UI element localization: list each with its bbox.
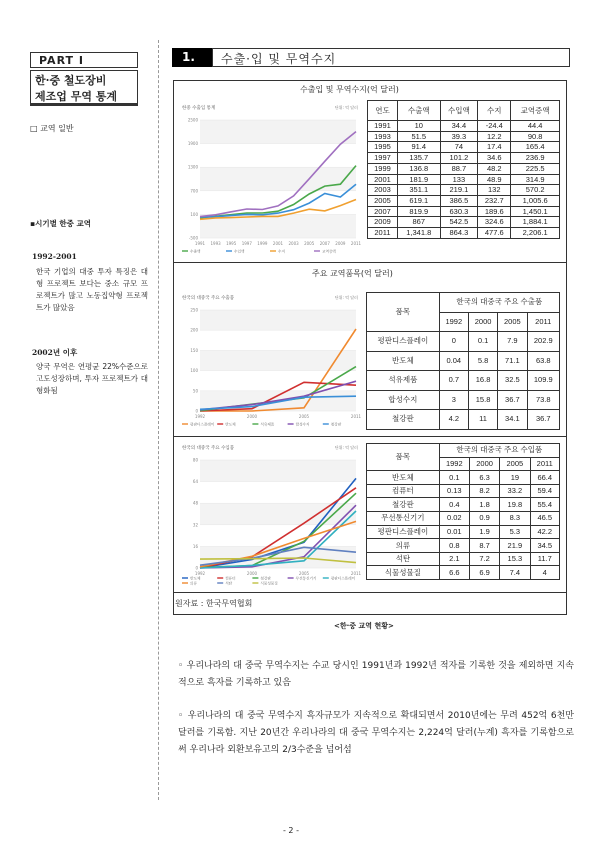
panel-divider	[173, 436, 567, 437]
table-cell: 0	[439, 332, 468, 352]
table-cell: 7.9	[498, 332, 527, 352]
legend-label: 교역증액	[322, 249, 336, 254]
table-cell: 1,005.6	[511, 195, 560, 206]
table-row	[367, 566, 560, 580]
legend-label: 철강판	[260, 576, 271, 581]
table-cell: 2003	[368, 185, 398, 196]
x-tick-label: 2001	[272, 241, 284, 246]
bullet-paragraph-1: ◦ 우리나라의 대 중국 무역수지는 수교 당시인 1991년과 1992년 적자를 기록한 것을 제외하면 지속적으로 흑자를 기록하고 있음	[178, 661, 574, 688]
table-cell: 867	[397, 217, 440, 228]
import-line-chart	[178, 440, 362, 590]
table-cell: 0.02	[439, 511, 469, 525]
table-cell: 2007	[368, 206, 398, 217]
toc-item: □ 교역 일반	[30, 124, 74, 133]
table-cell: 0.9	[469, 511, 499, 525]
table-cell: 36.7	[527, 410, 560, 430]
table-cell: 16.8	[468, 371, 497, 391]
table-cell: 619.1	[397, 195, 440, 206]
table-cell: 46.5	[530, 511, 560, 525]
table-cell: 34.5	[530, 539, 560, 553]
table-cell: 42.2	[530, 525, 560, 539]
table-row	[367, 332, 560, 352]
table-row	[368, 163, 560, 174]
chart-title: 한국의 대중국 주요 수출품	[182, 296, 235, 301]
table-cell: 39.3	[440, 131, 478, 142]
table-cell: 59.4	[530, 484, 560, 498]
table-row	[367, 511, 560, 525]
table-cell: 0.01	[439, 525, 469, 539]
table-row	[367, 539, 560, 553]
legend-label: 석탄	[225, 581, 233, 586]
item-name-cell: 석탄	[367, 552, 440, 566]
x-tick-label: 2009	[335, 241, 346, 246]
export-line-chart	[178, 290, 362, 433]
table-cell: 819.9	[397, 206, 440, 217]
table-cell: 19	[500, 471, 530, 485]
y-tick-label: 100	[190, 368, 198, 374]
table-cell: 63.8	[527, 351, 560, 371]
table-cell: 1,341.8	[397, 228, 440, 239]
x-tick-label: 2003	[288, 241, 299, 246]
document-title-line2: 제조업 무역 통계	[35, 90, 118, 103]
table-cell: 73.8	[527, 390, 560, 410]
table-cell: 11.7	[530, 552, 560, 566]
grid-band	[200, 460, 356, 482]
table-cell: 132	[478, 185, 511, 196]
legend-label: 반도체	[225, 422, 236, 427]
table-row	[368, 185, 560, 196]
legend-label: 반도체	[190, 576, 201, 581]
table-row	[367, 471, 560, 485]
table-cell: 1999	[368, 163, 398, 174]
table-header-row	[368, 101, 560, 121]
table-cell: 0.04	[439, 351, 468, 371]
y-tick-label: 200	[190, 327, 198, 333]
table-cell: 202.9	[527, 332, 560, 352]
table-cell: 101.2	[440, 153, 478, 164]
item-name-cell: 반도체	[367, 471, 440, 485]
figure-caption: <한·중 교역 현황>	[334, 622, 394, 630]
section-title: 수출·입 및 무역수지	[212, 48, 570, 67]
panel-divider	[173, 262, 567, 263]
table-cell: 8.3	[500, 511, 530, 525]
table-row	[368, 206, 560, 217]
item-name-cell: 평판디스플레이	[367, 332, 440, 352]
year-header: 2011	[527, 312, 560, 332]
legend-label: 식물성물질	[260, 581, 278, 586]
table-cell: 34.1	[498, 410, 527, 430]
panel-divider	[173, 592, 567, 593]
table-cell: 2,206.1	[511, 228, 560, 239]
y-tick-label: 2500	[187, 117, 198, 123]
table-row	[368, 228, 560, 239]
table-cell: 66.4	[530, 471, 560, 485]
table-cell: 32.5	[498, 371, 527, 391]
table-cell: 11	[468, 410, 497, 430]
table-cell: 33.2	[500, 484, 530, 498]
table-cell: 1991	[368, 121, 398, 132]
table-cell: 6.6	[439, 566, 469, 580]
page-number: - 2 -	[283, 826, 299, 835]
document-title-box	[30, 70, 138, 106]
table-cell: 181.9	[397, 174, 440, 185]
period1-text: 한국 기업의 대중 투자 특징은 대형 프로젝트 보다는 중소 규모 프로젝트가 많고 노동집약형 프로젝트가 많았음	[36, 267, 148, 312]
table-cell: 1993	[368, 131, 398, 142]
period1-label: 1992-2001	[32, 252, 77, 261]
table-cell: 0.4	[439, 498, 469, 512]
period2-text: 양국 무역은 연평균 22%수준으로 고도성장하며, 투자 프로젝트가 대형화됨	[36, 362, 148, 395]
legend-label: 수출액	[190, 249, 201, 254]
table-cell: 8.7	[469, 539, 499, 553]
table-cell: 91.4	[397, 142, 440, 153]
y-tick-label: 0	[195, 565, 198, 571]
table-cell: 0.7	[439, 371, 468, 391]
grid-band	[200, 350, 356, 370]
table-cell: 7.4	[500, 566, 530, 580]
table-cell: 55.4	[530, 498, 560, 512]
source-note: 원자료 : 한국무역협회	[175, 599, 253, 608]
table-cell: 6.9	[469, 566, 499, 580]
table-cell: 0.13	[439, 484, 469, 498]
year-header: 2011	[530, 457, 560, 471]
table-cell: 17.4	[478, 142, 511, 153]
table-cell: -24.4	[478, 121, 511, 132]
table-cell: 351.1	[397, 185, 440, 196]
year-header: 2000	[469, 457, 499, 471]
table-cell: 34.4	[440, 121, 478, 132]
table-cell: 236.9	[511, 153, 560, 164]
x-tick-label: 1995	[226, 241, 237, 246]
table-cell: 1,450.1	[511, 206, 560, 217]
y-tick-label: 48	[192, 500, 198, 506]
table-cell: 34.6	[478, 153, 511, 164]
chart-unit: 단위: 억 달러	[334, 295, 358, 300]
table-cell: 48.9	[478, 174, 511, 185]
trade-table	[367, 100, 560, 239]
table-cell: 324.6	[478, 217, 511, 228]
table-row	[367, 525, 560, 539]
y-tick-label: 80	[192, 457, 198, 463]
table-cell: 36.7	[498, 390, 527, 410]
trade-title: 수출입 및 무역수지(억 달러)	[300, 85, 399, 94]
table-cell: 864.3	[440, 228, 478, 239]
table-row	[367, 552, 560, 566]
trade-chart-svg	[178, 100, 362, 260]
table-header-row	[367, 293, 560, 313]
x-tick-label: 2000	[246, 414, 258, 419]
document-title-line1: 한·중 철도장비	[35, 74, 107, 87]
legend-label: 무선통신기기	[295, 576, 317, 581]
export-items-table	[366, 292, 560, 430]
x-tick-label: 2000	[246, 571, 258, 576]
table-cell: 0.1	[439, 471, 469, 485]
y-tick-label: 32	[192, 522, 198, 528]
bullet-paragraph-2: ◦ 우리나라의 대 중국 무역수지 흑자규모가 지속적으로 확대되면서 2010년에는 무려 452억 6천만 달러를 기록함. 지난 20년간 우리나라의 대 중국 무역수지는 2,224억 달러(누계) 흑자를 기록함으로써 우리나라 외환보유고의 2/3수준을 넘어섬	[178, 711, 574, 755]
table-cell: 6.3	[469, 471, 499, 485]
legend-label: 수지	[278, 249, 285, 254]
table-cell: 48.2	[478, 163, 511, 174]
legend-label: 평판디스플레이	[330, 576, 356, 581]
x-tick-label: 2005	[298, 571, 310, 576]
section-number: 1.	[172, 48, 212, 67]
y-tick-label: 50	[192, 388, 198, 394]
year-header: 1992	[439, 457, 469, 471]
item-name-cell: 식물성물질	[367, 566, 440, 580]
grid-band	[200, 120, 356, 144]
item-name-cell: 반도체	[367, 351, 440, 371]
table-cell: 136.8	[397, 163, 440, 174]
period2-label: 2002년 이후	[32, 348, 78, 357]
table-cell: 1,884.1	[511, 217, 560, 228]
table-cell: 8.2	[469, 484, 499, 498]
x-tick-label: 1992	[194, 414, 206, 419]
item-name-cell: 컴퓨터	[367, 484, 440, 498]
table-row	[367, 390, 560, 410]
year-header: 2005	[500, 457, 530, 471]
table-cell: 314.9	[511, 174, 560, 185]
x-tick-label: 2011	[350, 241, 362, 246]
table-cell: 1995	[368, 142, 398, 153]
legend-label: 컴퓨터	[225, 576, 236, 581]
y-tick-label: 150	[190, 347, 198, 353]
item-name-cell: 석유제품	[367, 371, 440, 391]
table-cell: 135.7	[397, 153, 440, 164]
year-header: 2000	[468, 312, 497, 332]
table-cell: 1.9	[469, 525, 499, 539]
item-name-cell: 철강판	[367, 410, 440, 430]
x-tick-label: 2005	[304, 241, 315, 246]
y-tick-label: -500	[188, 235, 198, 241]
table-cell: 5.3	[500, 525, 530, 539]
table-cell: 15.3	[500, 552, 530, 566]
y-tick-label: 16	[192, 543, 198, 549]
import-chart-svg	[178, 440, 362, 590]
table-cell: 219.1	[440, 185, 478, 196]
table-cell: 74	[440, 142, 478, 153]
x-tick-label: 1991	[194, 241, 206, 246]
table-cell: 4	[530, 566, 560, 580]
table-cell: 2.1	[439, 552, 469, 566]
item-name-cell: 의류	[367, 539, 440, 553]
table-row	[367, 410, 560, 430]
table-cell: 51.5	[397, 131, 440, 142]
table-row	[368, 217, 560, 228]
legend-label: 합성수지	[295, 422, 310, 427]
x-tick-label: 1993	[210, 241, 221, 246]
table-cell: 44.4	[511, 121, 560, 132]
table-cell: 10	[397, 121, 440, 132]
chart-unit: 단위: 억 달러	[334, 105, 358, 110]
column-header: 품목	[367, 293, 440, 332]
item-name-cell: 합성수지	[367, 390, 440, 410]
table-cell: 2001	[368, 174, 398, 185]
legend-label: 철강판	[330, 422, 342, 427]
y-tick-label: 100	[190, 211, 198, 217]
timeline-heading: ▪시기별 한중 교역	[30, 219, 92, 228]
table-row	[368, 195, 560, 206]
table-cell: 1.8	[469, 498, 499, 512]
table-cell: 19.8	[500, 498, 530, 512]
column-header: 품목	[367, 444, 440, 471]
table-cell: 386.5	[440, 195, 478, 206]
item-name-cell: 평판디스플레이	[367, 525, 440, 539]
item-name-cell: 무선통신기기	[367, 511, 440, 525]
table-cell: 630.3	[440, 206, 478, 217]
table-cell: 165.4	[511, 142, 560, 153]
column-header: 연도	[368, 101, 398, 121]
table-cell: 0.8	[439, 539, 469, 553]
table-cell: 570.2	[511, 185, 560, 196]
table-header-row	[367, 444, 560, 458]
table-cell: 1997	[368, 153, 398, 164]
column-divider	[158, 40, 159, 800]
year-header: 1992	[439, 312, 468, 332]
table-cell: 15.8	[468, 390, 497, 410]
table-row	[368, 121, 560, 132]
table-row	[368, 142, 560, 153]
column-header: 수출액	[397, 101, 440, 121]
y-tick-label: 1300	[187, 164, 198, 170]
table-row	[368, 153, 560, 164]
grid-band	[200, 167, 356, 191]
table-cell: 7.2	[469, 552, 499, 566]
table-cell: 71.1	[498, 351, 527, 371]
y-tick-label: 64	[192, 479, 198, 485]
table-cell: 90.8	[511, 131, 560, 142]
legend-label: 의류	[190, 581, 197, 586]
column-header: 수지	[478, 101, 511, 121]
x-tick-label: 1999	[257, 241, 268, 246]
legend-label: 석유제품	[260, 422, 275, 427]
y-tick-label: 250	[190, 307, 198, 313]
column-header: 한국의 대중국 주요 수입품	[439, 444, 559, 458]
table-cell: 0.1	[468, 332, 497, 352]
items-title: 주요 교역품목(억 달러)	[312, 269, 393, 278]
table-cell: 133	[440, 174, 478, 185]
table-cell: 3	[439, 390, 468, 410]
x-tick-label: 2007	[319, 241, 330, 246]
table-cell: 477.6	[478, 228, 511, 239]
x-tick-label: 2011	[350, 571, 362, 576]
table-cell: 109.9	[527, 371, 560, 391]
table-cell: 2011	[368, 228, 398, 239]
x-tick-label: 2005	[298, 414, 310, 419]
y-tick-label: 0	[195, 408, 198, 414]
grid-band	[200, 310, 356, 330]
chart-title: 한중 수출입 통계	[182, 106, 216, 111]
trade-line-chart	[178, 100, 362, 260]
legend-label: 평판디스플레이	[190, 422, 215, 427]
table-row	[368, 131, 560, 142]
table-cell: 88.7	[440, 163, 478, 174]
table-row	[367, 498, 560, 512]
chart-title: 한국의 대중국 주요 수입품	[182, 446, 235, 451]
table-cell: 189.6	[478, 206, 511, 217]
import-items-table	[366, 443, 560, 580]
y-tick-label: 1900	[187, 141, 198, 147]
table-cell: 2009	[368, 217, 398, 228]
x-tick-label: 1992	[194, 571, 206, 576]
table-row	[367, 351, 560, 371]
table-cell: 5.8	[468, 351, 497, 371]
x-tick-label: 1997	[241, 241, 252, 246]
table-cell: 225.5	[511, 163, 560, 174]
year-header: 2005	[498, 312, 527, 332]
legend-label: 수입액	[234, 249, 245, 254]
column-header: 한국의 대중국 주요 수출품	[439, 293, 559, 313]
x-tick-label: 2011	[350, 414, 362, 419]
item-name-cell: 철강판	[367, 498, 440, 512]
table-cell: 542.5	[440, 217, 478, 228]
table-row	[367, 484, 560, 498]
table-cell: 12.2	[478, 131, 511, 142]
table-row	[367, 371, 560, 391]
export-chart-svg	[178, 290, 362, 433]
part-label: PART Ⅰ	[30, 52, 138, 68]
chart-unit: 단위: 억 달러	[334, 445, 358, 450]
column-header: 교역증액	[511, 101, 560, 121]
table-cell: 21.9	[500, 539, 530, 553]
y-tick-label: 700	[190, 188, 198, 194]
table-cell: 4.2	[439, 410, 468, 430]
table-cell: 232.7	[478, 195, 511, 206]
table-cell: 2005	[368, 195, 398, 206]
table-row	[368, 174, 560, 185]
column-header: 수입액	[440, 101, 478, 121]
